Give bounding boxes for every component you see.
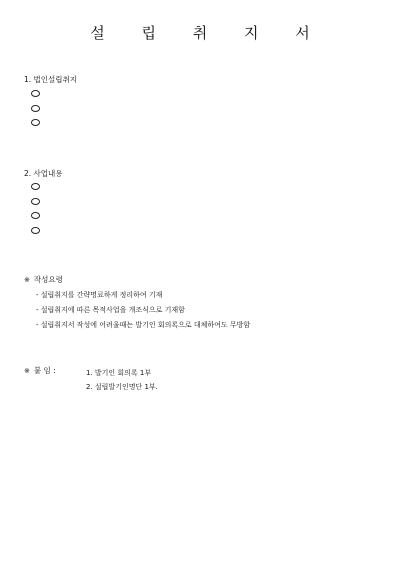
attachment-item: 1. 발기인 회의록 1부	[86, 369, 152, 377]
guide-list	[36, 288, 250, 333]
attachments-label: 붙 임 :	[33, 366, 56, 375]
reference-mark-icon: ※	[24, 276, 30, 284]
circle-bullet	[31, 119, 40, 126]
section-2-heading: 2. 사업내용	[24, 169, 63, 178]
reference-mark-icon: ※	[24, 367, 30, 375]
section-1-bullets	[31, 90, 40, 134]
document-title: 설 립 취 지 서	[90, 24, 326, 42]
guide-item: - 설립취지를 간략명료하게 정리하여 기재	[36, 291, 163, 299]
attachment-item: 2. 설립발기인명단 1부.	[86, 383, 158, 391]
attachments-heading	[24, 365, 92, 376]
circle-bullet	[31, 212, 40, 219]
guide-item: - 설립취지에 따른 목적사업을 개조식으로 기재함	[36, 306, 185, 314]
section-1-heading: 1. 법인설립취지	[24, 75, 78, 84]
section-2-bullets	[31, 183, 40, 241]
circle-bullet	[31, 227, 40, 234]
attachments-list	[86, 366, 158, 394]
circle-bullet	[31, 105, 40, 112]
guide-item: - 설립취지서 작성에 어려울때는 발기인 회의록으로 대체하여도 무방함	[36, 321, 251, 329]
circle-bullet	[31, 90, 40, 97]
circle-bullet	[31, 198, 40, 205]
guide-heading	[24, 274, 63, 285]
guide-title: 작성요령	[33, 275, 63, 284]
circle-bullet	[31, 183, 40, 190]
